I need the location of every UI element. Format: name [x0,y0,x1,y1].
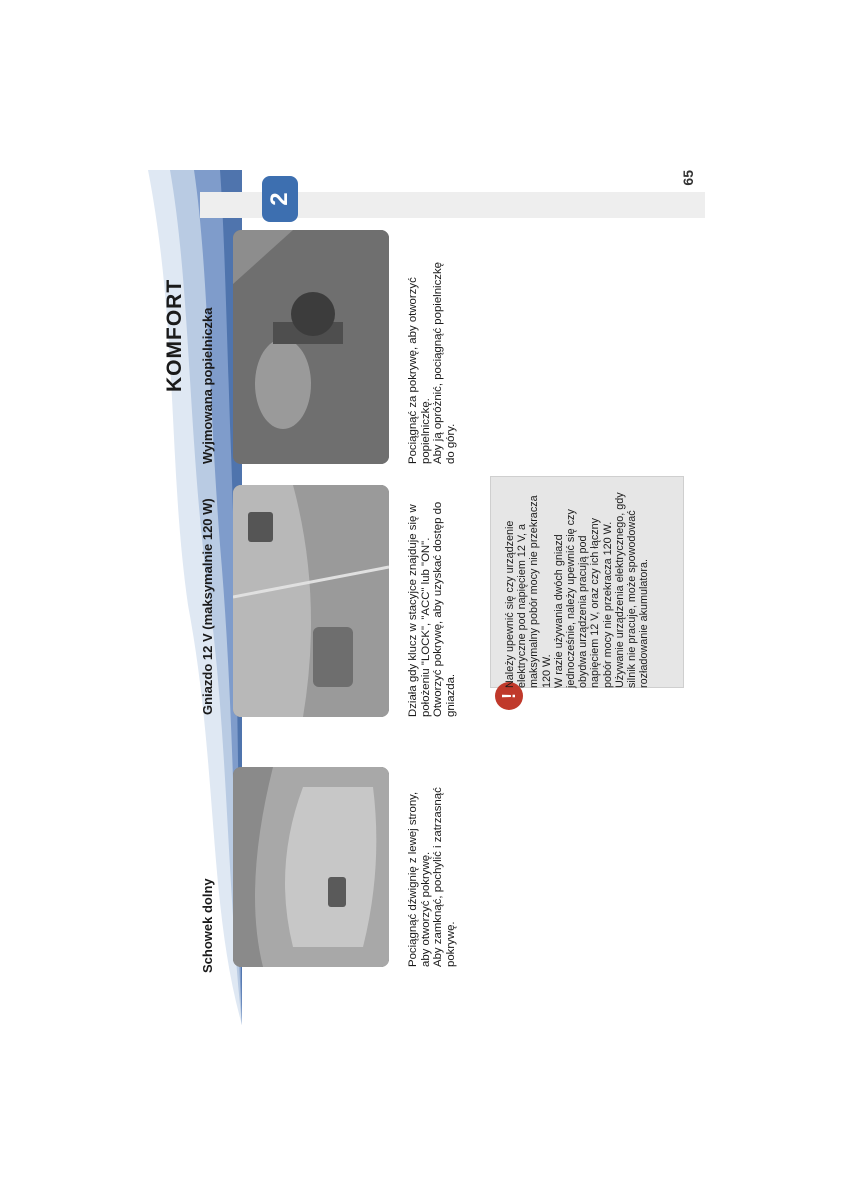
storage-compartment-photo [233,767,389,967]
page-number: 65 [680,170,696,186]
paragraph: Pociągnąć dźwignię z lewej strony, aby otworzyć pokrywę. [407,791,432,967]
chapter-tab [262,176,298,222]
paragraph: Pociągnąć za pokrywę, aby otworzyć popielniczkę. [407,277,432,464]
paragraph: Aby ją opróżnić, pociągnąć popielniczkę do góry. [432,262,457,464]
chapter-number: 2 [266,192,293,206]
warning-text [504,490,650,688]
heading-socket: Gniazdo 12 V (maksymalnie 120 W) [200,498,215,715]
paragraph: Należy upewnić się czy urządzenie elektryczne pod napięciem 12 V, a maksymalny pobór mocy nie przekracza 120 W. [504,495,553,688]
paragraph: Aby zamknąć, pochylić i zatrzasnąć pokrywę. [432,787,457,967]
paragraph: Działa gdy klucz w stacyjce znajduje się w położeniu "LOCK", "ACC" lub "ON". [407,504,432,717]
heading-ashtray: Wyjmowana popielniczka [200,307,215,464]
text-storage [407,775,457,967]
power-socket-photo [233,485,389,717]
ashtray-photo [233,230,389,464]
text-socket [407,493,457,717]
paragraph: Używanie urządzenia elektrycznego, gdy silnik nie pracuje, może spowodować rozładowanie akumulatora. [613,492,651,688]
section-title: KOMFORT [163,278,186,392]
paragraph: W razie używania dwóch gniazd jednocześnie, należy upewnić się czy obydwa urządzenia pracują pod napięciem 12 V, oraz czy ich łączny pobór mocy nie przekracza 120 W. [552,509,614,688]
text-ashtray [407,254,457,464]
warning-icon: ! [495,682,523,710]
paragraph: Otworzyć pokrywę, aby uzyskać dostęp do gniazda. [432,501,457,717]
heading-storage: Schowek dolny [200,878,215,973]
